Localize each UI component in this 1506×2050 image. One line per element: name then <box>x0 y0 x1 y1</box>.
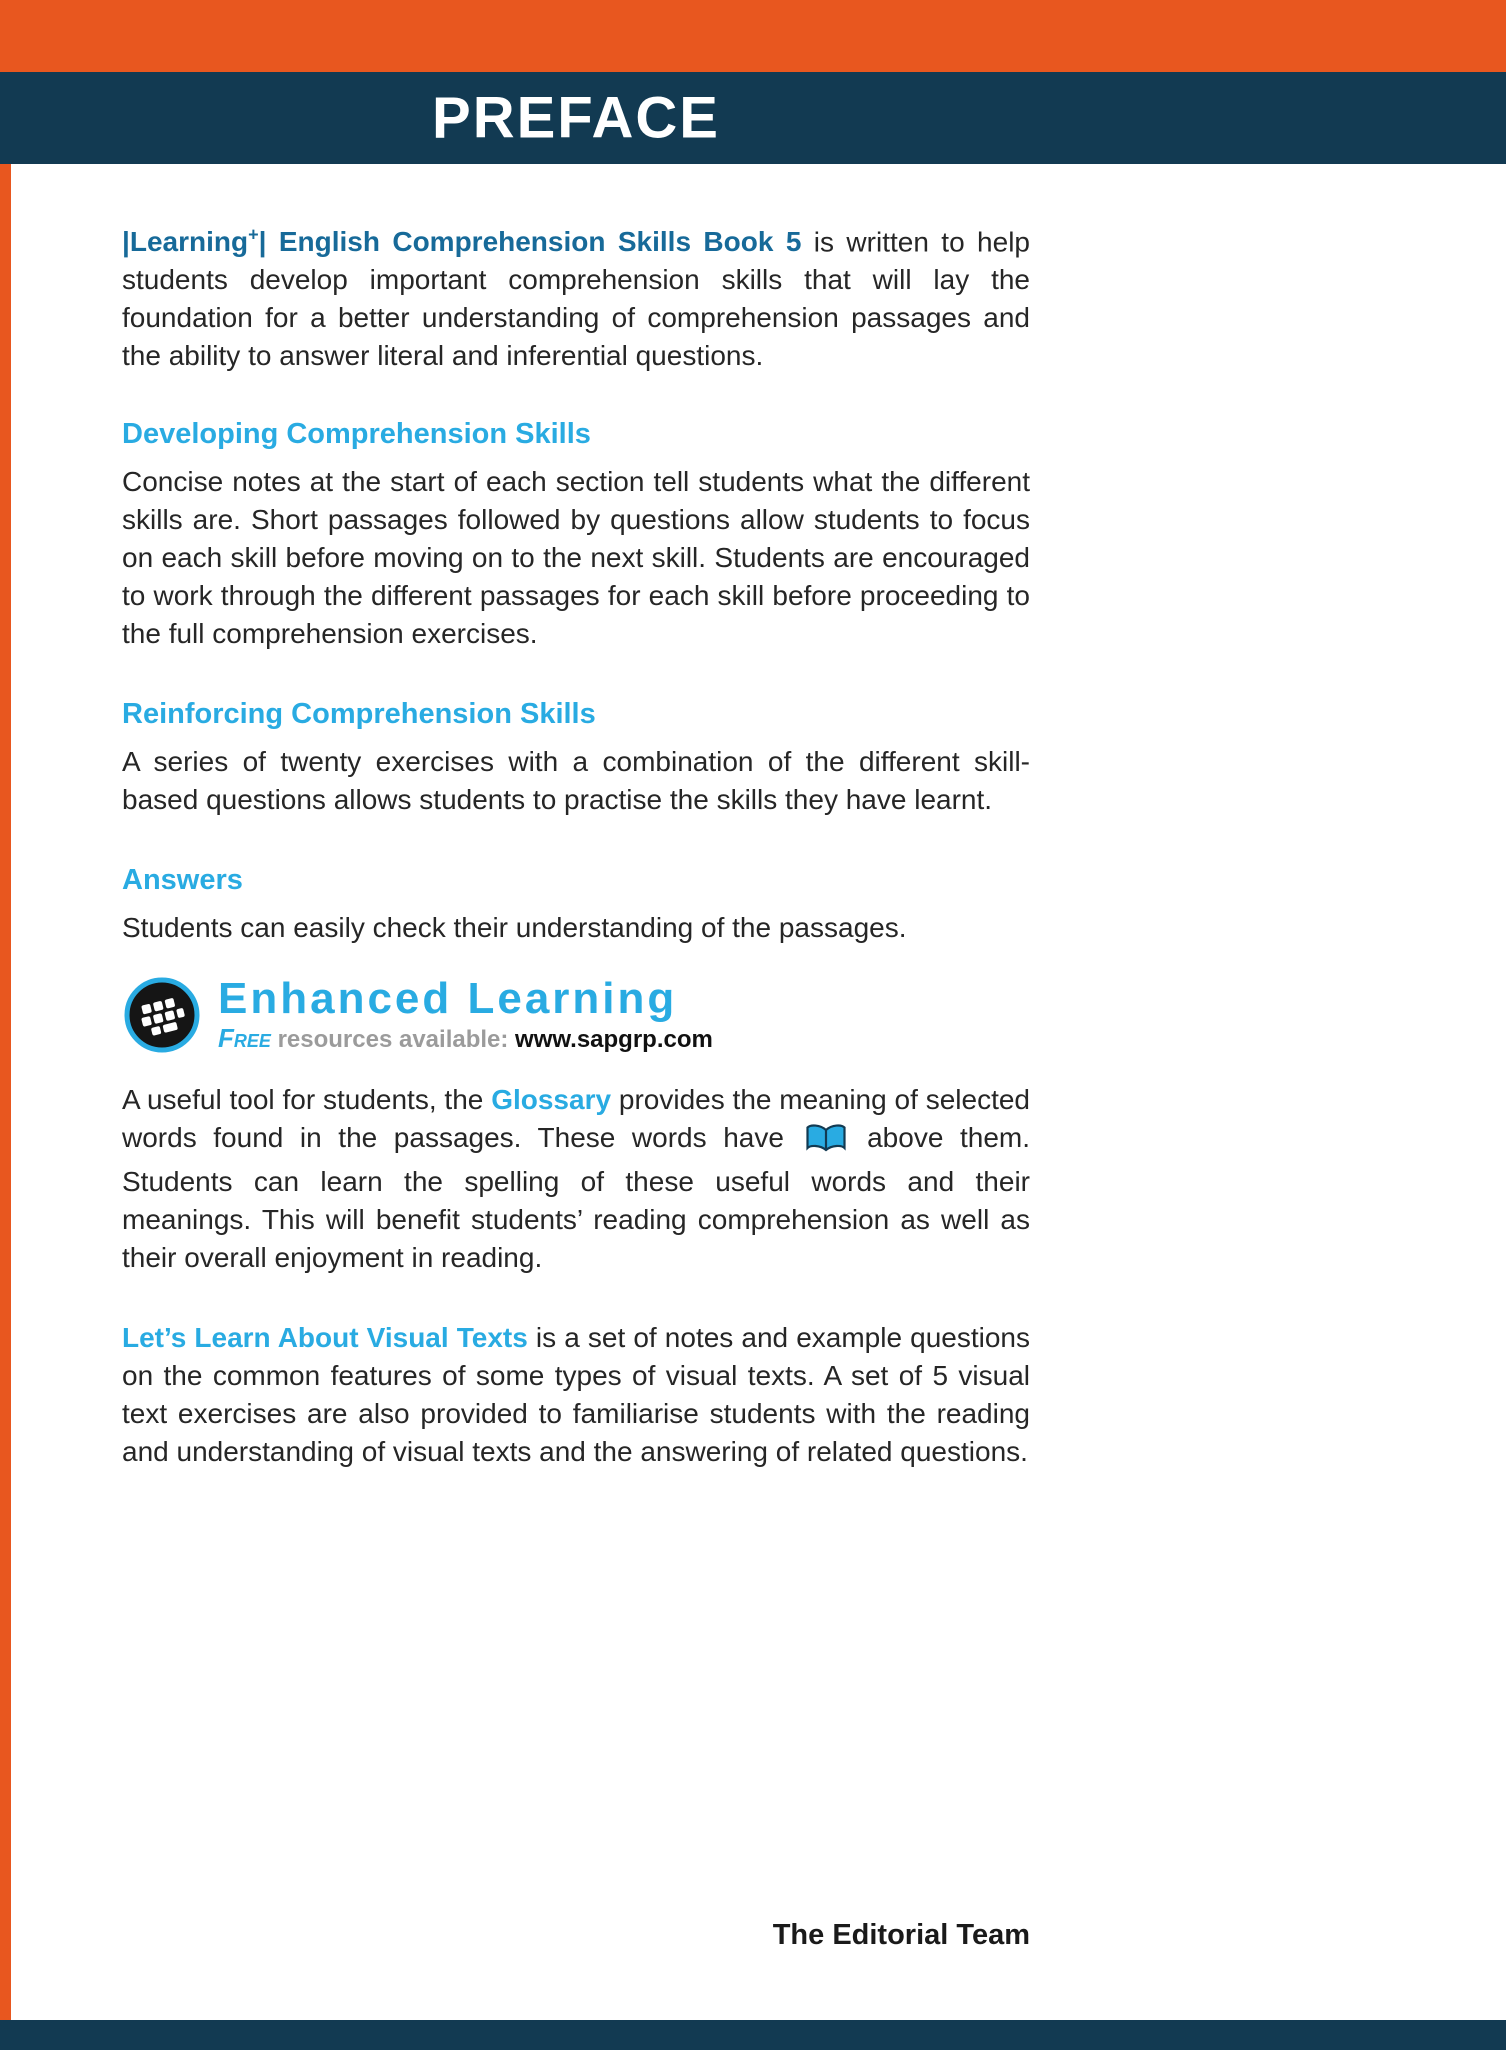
enhanced-learning-logo-block <box>122 975 1030 1055</box>
enhanced-learning-text-group <box>218 976 713 1054</box>
section-heading: Developing Comprehension Skills <box>122 418 591 451</box>
intro-paragraph <box>122 216 1030 375</box>
bottom-bar <box>0 2020 1506 2050</box>
top-accent-bar <box>0 0 1506 72</box>
sap-circle-logo-icon <box>122 975 202 1055</box>
intro-text: is written to help students develop important comprehension skills that will lay the foundation for a better understanding of comprehension passages and the ability to answer literal and inferential questions. <box>122 226 1030 372</box>
glossary-text-1: A useful tool for students, the <box>122 1084 492 1116</box>
section-answers <box>122 863 1030 947</box>
visual-texts-paragraph <box>122 1319 1030 1471</box>
glossary-keyword: Glossary <box>491 1084 612 1116</box>
editorial-team-signoff: The Editorial Team <box>772 1919 1030 1952</box>
page-title: PREFACE <box>432 85 720 151</box>
preface-header-band <box>0 72 1506 164</box>
section-developing-comprehension-skills <box>122 417 1030 653</box>
enhanced-learning-wordmark: Enhanced Learning <box>218 974 678 1024</box>
tagline-text: resources available: <box>270 1026 516 1054</box>
glossary-text-2: provides the meaning of selected words found in the passages. These words have <box>122 1084 1030 1154</box>
free-resources-tagline <box>218 1024 713 1054</box>
section-heading: Answers <box>122 864 243 897</box>
visual-texts-text: is a set of notes and example questions on the common features of some types of visual texts. A set of 5 visual text exercises are also provided to familiarise students with the reading and understanding of visual texts and the answering of related questions. <box>122 1322 1030 1468</box>
section-heading: Reinforcing Comprehension Skills <box>122 698 596 731</box>
section-reinforcing-comprehension-skills <box>122 697 1030 819</box>
glossary-text-3: above them. Students can learn the spelling of these useful words and their meanings. This will benefit students’ reading comprehension as well as their overall enjoyment in reading. <box>122 1122 1030 1274</box>
free-word: Free <box>218 1023 271 1054</box>
website-url: www.sapgrp.com <box>515 1026 713 1054</box>
visual-texts-keyword: Let’s Learn About Visual Texts <box>122 1322 528 1354</box>
book-series-title: |Learning+| English Comprehension Skills Book 5 <box>122 225 802 258</box>
left-accent-bar <box>0 164 11 2020</box>
section-body: Students can easily check their understanding of the passages. <box>122 912 907 944</box>
section-body: Concise notes at the start of each section tell students what the different skills are. Short passages followed by questions allow students to focus on each skill before moving on to the next skill. Students are encouraged to work through the different passages for each skill before proceeding to the full comprehension exercises. <box>122 466 1030 650</box>
page-content <box>122 164 1030 1952</box>
section-body: A series of twenty exercises with a combination of the different skill-based questions allows students to practise the skills they have learnt. <box>122 746 1030 816</box>
open-book-icon <box>805 1123 847 1163</box>
glossary-paragraph <box>122 1081 1030 1277</box>
